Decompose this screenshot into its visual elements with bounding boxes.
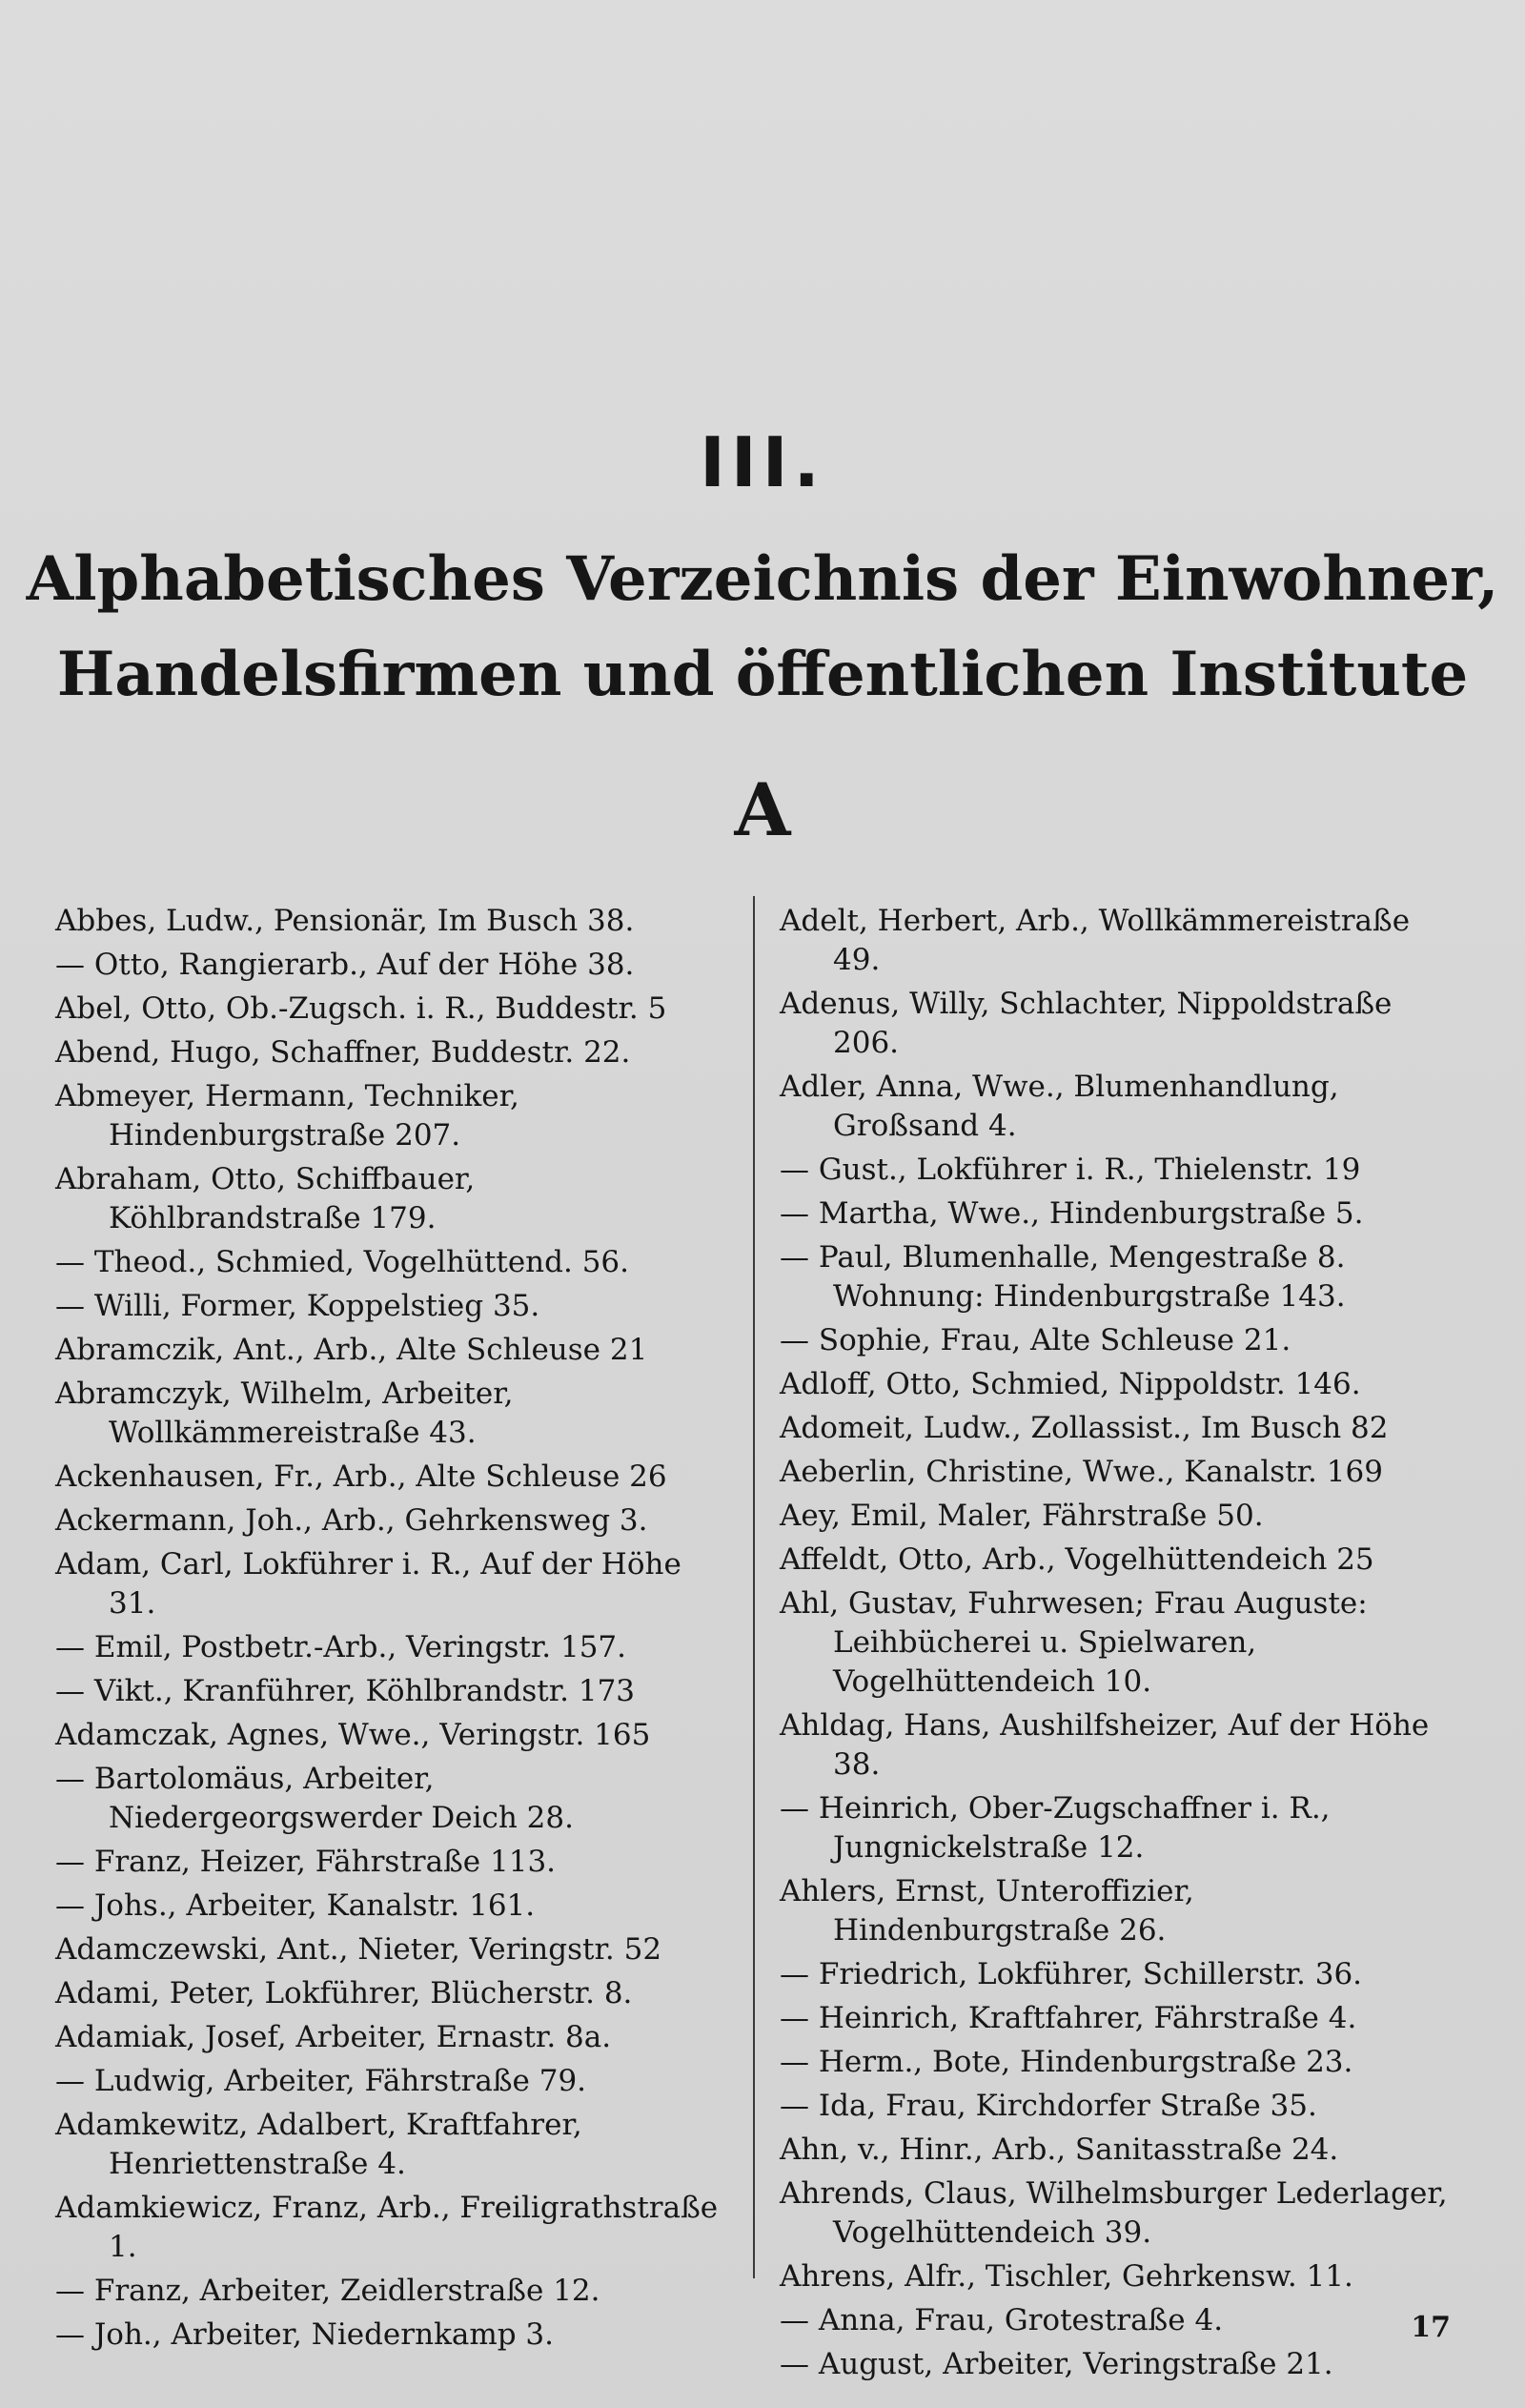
list-item: Ahrens, Alfr., Tischler, Gehrkensw. 11.	[780, 2259, 1353, 2294]
list-item: Ahrends, Claus, Wilhelmsburger Lederlager, Vogelhüttendeich 39.	[780, 2176, 1448, 2250]
list-item: Adam, Carl, Lokführer i. R., Auf der Höhe 31.	[55, 1547, 681, 1621]
list-item: Adamczak, Agnes, Wwe., Veringstr. 165	[55, 1718, 651, 1752]
list-item: Adelt, Herbert, Arb., Wollkämmereistraße 49.	[780, 904, 1411, 977]
list-item: — Paul, Blumenhalle, Mengestraße 8. Wohnung: Hindenburgstraße 143.	[780, 1240, 1346, 1314]
list-item: — Friedrich, Lokführer, Schillerstr. 36.	[780, 1957, 1363, 1991]
list-item: Abramczyk, Wilhelm, Arbeiter, Wollkämmereistraße 43.	[55, 1377, 514, 1450]
list-item: Abmeyer, Hermann, Techniker, Hindenburgstraße 207.	[55, 1079, 519, 1153]
list-item: Aey, Emil, Maler, Fährstraße 50.	[780, 1499, 1264, 1533]
list-item: Ahn, v., Hinr., Arb., Sanitasstraße 24.	[780, 2133, 1339, 2167]
list-item: — Heinrich, Kraftfahrer, Fährstraße 4.	[780, 2001, 1357, 2035]
list-item: Adamkiewicz, Franz, Arb., Freiligrathstraße 1.	[55, 2191, 719, 2264]
list-item: Ahlers, Ernst, Unteroffizier, Hindenburgstraße 26.	[780, 1874, 1194, 1948]
list-item: — August, Arbeiter, Veringstraße 21.	[780, 2347, 1333, 2381]
list-item: — Herm., Bote, Hindenburgstraße 23.	[780, 2045, 1353, 2079]
list-item: — Sophie, Frau, Alte Schleuse 21.	[780, 1323, 1291, 1357]
list-item: — Otto, Rangierarb., Auf der Höhe 38.	[55, 948, 635, 982]
list-item: — Franz, Arbeiter, Zeidlerstraße 12.	[55, 2274, 600, 2308]
list-item: Abraham, Otto, Schiffbauer, Köhlbrandstraße 179.	[55, 1162, 476, 1235]
list-item: Abend, Hugo, Schaffner, Buddestr. 22.	[55, 1035, 631, 1070]
page-number: 17	[1411, 2311, 1451, 2344]
list-item: Adami, Peter, Lokführer, Blücherstr. 8.	[55, 1976, 633, 2010]
list-item: — Martha, Wwe., Hindenburgstraße 5.	[780, 1196, 1364, 1231]
list-item: Affeldt, Otto, Arb., Vogelhüttendeich 25	[780, 1542, 1374, 1577]
list-item: Abramczik, Ant., Arb., Alte Schleuse 21	[55, 1333, 648, 1367]
list-item: — Theod., Schmied, Vogelhüttend. 56.	[55, 1245, 630, 1279]
list-item: — Gust., Lokführer i. R., Thielenstr. 19	[780, 1153, 1361, 1187]
list-item: Abbes, Ludw., Pensionär, Im Busch 38.	[55, 904, 635, 938]
list-item: — Johs., Arbeiter, Kanalstr. 161.	[55, 1888, 536, 1923]
list-item: Adloff, Otto, Schmied, Nippoldstr. 146.	[780, 1367, 1361, 1401]
list-item: — Anna, Frau, Grotestraße 4.	[780, 2303, 1224, 2337]
list-item: Ahl, Gustav, Fuhrwesen; Frau Auguste: Leihbücherei u. Spielwaren, Vogelhüttendeich 10.	[780, 1586, 1368, 1699]
list-item: Abel, Otto, Ob.-Zugsch. i. R., Buddestr. 5	[55, 991, 667, 1026]
column-divider	[753, 896, 755, 2278]
chapter-number: III.	[700, 422, 825, 502]
list-item: Adamkewitz, Adalbert, Kraftfahrer, Henriettenstraße 4.	[55, 2108, 582, 2181]
list-item: — Franz, Heizer, Fährstraße 113.	[55, 1845, 557, 1879]
list-item: Ackenhausen, Fr., Arb., Alte Schleuse 26	[55, 1459, 667, 1494]
title-line-2: Handelsfirmen und öffentlichen Institute	[56, 639, 1469, 710]
list-item: — Bartolomäus, Arbeiter, Niedergeorgswerder Deich 28.	[55, 1762, 574, 1835]
list-item: Adler, Anna, Wwe., Blumenhandlung, Großsand 4.	[780, 1070, 1339, 1143]
list-item: — Willi, Former, Koppelstieg 35.	[55, 1289, 540, 1323]
list-item: Adamczewski, Ant., Nieter, Veringstr. 52	[55, 1932, 662, 1967]
list-item: — Ludwig, Arbeiter, Fährstraße 79.	[55, 2064, 587, 2098]
list-item: — Heinrich, Ober-Zugschaffner i. R., Jungnickelstraße 12.	[780, 1791, 1331, 1865]
list-item: — Ida, Frau, Kirchdorfer Straße 35.	[780, 2089, 1317, 2123]
list-item: — Emil, Postbetr.-Arb., Veringstr. 157.	[55, 1630, 626, 1664]
left-column	[55, 902, 732, 2359]
list-item: Aeberlin, Christine, Wwe., Kanalstr. 169	[780, 1455, 1383, 1489]
list-item: Ahldag, Hans, Aushilfsheizer, Auf der Höhe 38.	[780, 1708, 1430, 1782]
list-item: — Vikt., Kranführer, Köhlbrandstr. 173	[55, 1674, 636, 1708]
list-item: Adamiak, Josef, Arbeiter, Ernastr. 8a.	[55, 2020, 612, 2054]
list-item: Ackermann, Joh., Arb., Gehrkensweg 3.	[55, 1503, 648, 1538]
list-item: Adomeit, Ludw., Zollassist., Im Busch 82	[780, 1411, 1389, 1445]
right-column	[780, 902, 1456, 2389]
section-letter: A	[734, 767, 791, 852]
list-item: Adenus, Willy, Schlachter, Nippoldstraße 206.	[780, 987, 1393, 1060]
list-item: — Joh., Arbeiter, Niedernkamp 3.	[55, 2317, 555, 2352]
title-line-1: Alphabetisches Verzeichnis der Einwohner,	[26, 543, 1499, 615]
